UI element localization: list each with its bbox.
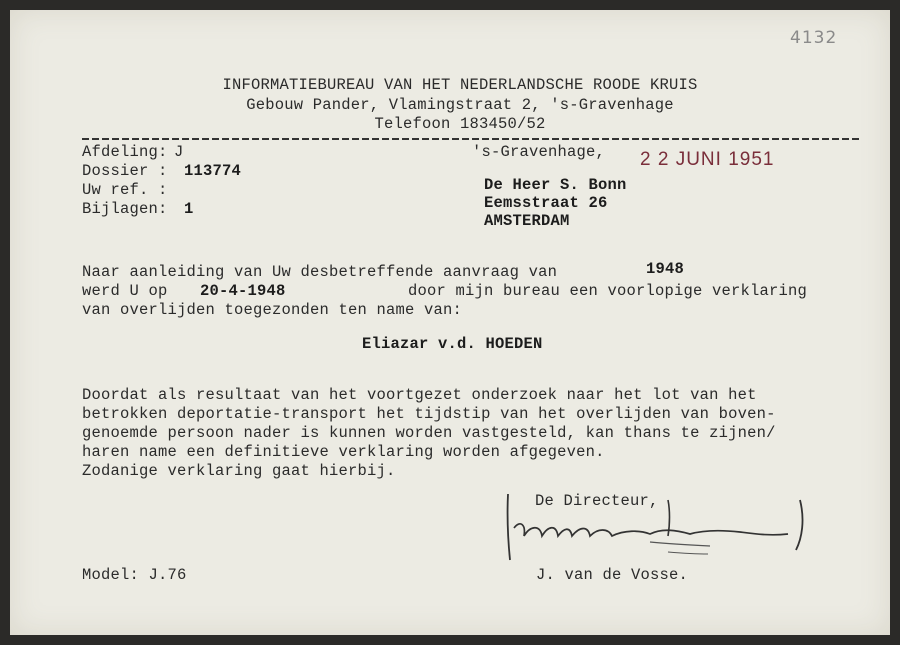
addressee-street: Eemsstraat 26 [484, 194, 608, 212]
body-p1-line3: van overlijden toegezonden ten name van: [82, 301, 463, 319]
date-stamp: 2 2 JUNI 1951 [640, 149, 775, 170]
dashed-divider [82, 138, 862, 140]
document-page [10, 10, 890, 635]
model-number: Model: J.76 [82, 566, 187, 584]
body-p2-line1: Doordat als resultaat van het voortgezet onderzoek naar het lot van het [82, 386, 757, 404]
letterhead-line-3: Telefoon 183450/52 [374, 115, 546, 133]
request-year: 1948 [646, 260, 685, 278]
body-p2-line4: haren name een definitieve verklaring worden afgegeven. [82, 443, 605, 461]
afdeling-value: J [174, 143, 184, 161]
sent-date: 20-4-1948 [200, 282, 286, 300]
dossier-label: Dossier : [82, 162, 168, 180]
dossier-value: 113774 [184, 162, 242, 180]
body-p2-line2: betrokken deportatie-transport het tijdstip van het overlijden van boven- [82, 405, 776, 423]
letterhead-line-1: INFORMATIEBUREAU VAN HET NEDERLANDSCHE ROODE KRUIS [222, 76, 698, 94]
letterhead-line-2: Gebouw Pander, Vlamingstraat 2, 's-Gravenhage [246, 96, 674, 114]
afdeling-label: Afdeling: [82, 143, 168, 161]
place-line: 's-Gravenhage, [472, 143, 606, 161]
bijlagen-value: 1 [184, 200, 194, 218]
bijlagen-label: Bijlagen: [82, 200, 168, 218]
body-p2-line5: Zodanige verklaring gaat hierbij. [82, 462, 396, 480]
closing-title: De Directeur, [535, 492, 659, 510]
addressee-name: De Heer S. Bonn [484, 176, 627, 194]
deceased-name: Eliazar v.d. HOEDEN [362, 335, 543, 353]
addressee-city: AMSTERDAM [484, 212, 570, 230]
body-p1-line2-b: door mijn bureau een voorlopige verklaring [408, 282, 808, 300]
body-p2-line3: genoemde persoon nader is kunnen worden vastgesteld, kan thans te zijnen/ [82, 424, 776, 442]
signatory-name: J. van de Vosse. [536, 566, 689, 584]
handwritten-signature [500, 490, 820, 570]
body-p1-line2-a: werd U op [82, 282, 168, 300]
pencil-archive-number: 4132 [790, 28, 838, 48]
body-p1-line1: Naar aanleiding van Uw desbetreffende aanvraag van [82, 263, 558, 281]
uwref-label: Uw ref. : [82, 181, 168, 199]
